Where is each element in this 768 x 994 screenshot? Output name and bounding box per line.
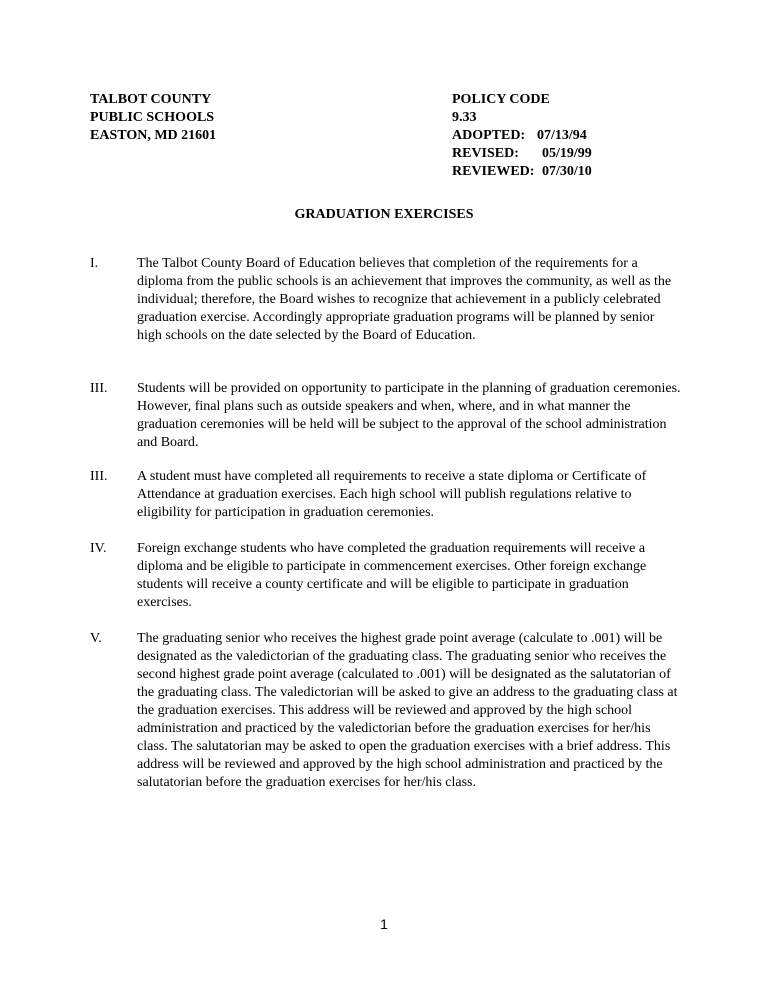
- section-text: The Talbot County Board of Education believes that completion of the requirements for a diploma from the public schools is an achievement that improves the community, as well as the individual; therefore, the Board wishes to recognize that achievement in a publicly celebrated graduation exercise. Accordingly appropriate graduation programs will be planned by senior high schools on the date selected by the Board of Education.: [137, 256, 672, 343]
- reviewed-label: REVIEWED:: [452, 164, 535, 179]
- section-text: A student must have completed all requirements to receive a state diploma or Certificate of Attendance at graduation exercises. Each high school will publish regulations relative to eligibility for participation in graduation ceremonies.: [137, 469, 647, 520]
- reviewed-row: [452, 163, 592, 181]
- section-text: Foreign exchange students who have completed the graduation requirements will receive a diploma and be eligible to participate in commencement exercises. Other foreign exchange students will receive a county certificate and will be eligible to participate in graduation exercises.: [137, 541, 647, 610]
- revised-date: 05/19/99: [542, 146, 592, 161]
- revised-label: REVISED:: [452, 146, 519, 161]
- page-number: 1: [380, 916, 388, 932]
- reviewed-date: 07/30/10: [542, 164, 592, 179]
- policy-code-label: POLICY CODE: [452, 92, 550, 107]
- section-number: III.: [90, 469, 108, 484]
- org-line-2: PUBLIC SCHOOLS: [90, 110, 215, 125]
- policy-info: [452, 91, 592, 181]
- adopted-row: [452, 127, 592, 145]
- section-number: I.: [90, 256, 99, 271]
- section-number: V.: [90, 631, 102, 646]
- section-text: Students will be provided on opportunity to participate in the planning of graduation ceremonies. However, final plans such as outside speakers and when, where, and in what manner the graduation ceremonies will be held will be subject to the approval of the school administration and Board.: [137, 381, 681, 450]
- adopted-date: 07/13/94: [537, 128, 587, 143]
- organization-address: [90, 91, 216, 145]
- adopted-label: ADOPTED:: [452, 128, 526, 143]
- policy-code-value: 9.33: [452, 110, 477, 125]
- revised-row: [452, 145, 592, 163]
- section-number: IV.: [90, 541, 107, 556]
- document-title: GRADUATION EXERCISES: [294, 207, 474, 222]
- section-number: III.: [90, 381, 108, 396]
- org-line-1: TALBOT COUNTY: [90, 92, 212, 107]
- section-text: The graduating senior who receives the highest grade point average (calculate to .001) will be designated as the valedictorian of the graduating class. The graduating senior who receives the second highest grade point average (calculated to .001) will be designated as the salutatorian of the graduating class. The valedictorian will be asked to give an address to the graduating class at the graduation exercises. This address will be reviewed and approved by the high school administration and practiced by the valedictorian before the graduation exercises for her/his class. The salutatorian may be asked to open the graduation exercises with a brief address. This address will be reviewed and approved by the high school administration and practiced by the salutatorian before the graduation exercises for her/his class.: [137, 631, 678, 790]
- org-line-3: EASTON, MD 21601: [90, 128, 217, 143]
